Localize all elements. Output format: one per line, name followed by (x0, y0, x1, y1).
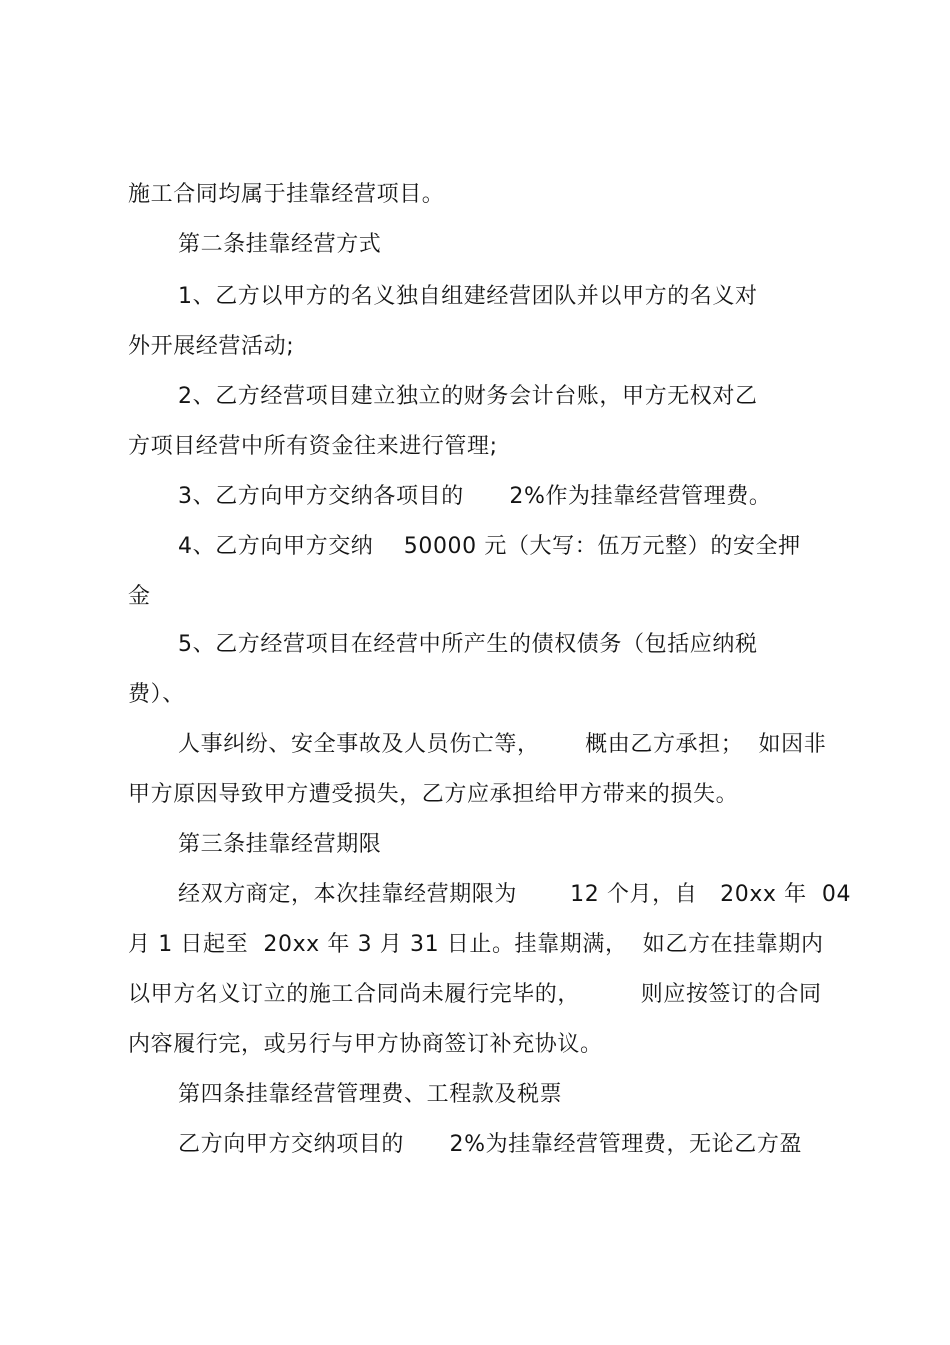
fee-line-1: 乙方向甲方交纳项目的 2%为挂靠经营管理费，无论乙方盈 (178, 1132, 803, 1157)
clause-3-line-1: 3、乙方向甲方交纳各项目的 2%作为挂靠经营管理费。 (178, 484, 772, 509)
clause-1-line-1: 1、乙方以甲方的名义独自组建经营团队并以甲方的名义对 (178, 284, 758, 309)
clause-2-line-2: 方项目经营中所有资金往来进行管理; (128, 434, 498, 459)
paragraph-line-1: 施工合同均属于挂靠经营项目。 (128, 182, 445, 207)
clause-5-line-1: 5、乙方经营项目在经营中所产生的债权债务（包括应纳税 (178, 632, 758, 657)
clause-1-line-2: 外开展经营活动; (128, 334, 295, 359)
clause-4-line-1: 4、乙方向甲方交纳 50000 元（大写：伍万元整）的安全押 (178, 534, 801, 559)
clause-5-line-3: 人事纠纷、安全事故及人员伤亡等， 概由乙方承担； 如因非 (178, 732, 827, 757)
section-heading-2: 第二条挂靠经营方式 (178, 232, 382, 257)
section-heading-4: 第四条挂靠经营管理费、工程款及税票 (178, 1082, 563, 1107)
term-line-3: 以甲方名义订立的施工合同尚未履行完毕的， 则应按签订的合同 (128, 982, 822, 1007)
term-line-4: 内容履行完，或另行与甲方协商签订补充协议。 (128, 1032, 603, 1057)
clause-5-line-4: 甲方原因导致甲方遭受损失，乙方应承担给甲方带来的损失。 (128, 782, 739, 807)
clause-4-line-2: 金 (128, 584, 151, 609)
clause-5-line-2: 费）、 (128, 682, 185, 707)
section-heading-3: 第三条挂靠经营期限 (178, 832, 382, 857)
clause-2-line-1: 2、乙方经营项目建立独立的财务会计台账，甲方无权对乙 (178, 384, 758, 409)
term-line-1: 经双方商定，本次挂靠经营期限为 12 个月，自 20xx 年 04 (178, 882, 852, 907)
term-line-2: 月 1 日起至 20xx 年 3 月 31 日止。挂靠期满， 如乙方在挂靠期内 (128, 932, 824, 957)
